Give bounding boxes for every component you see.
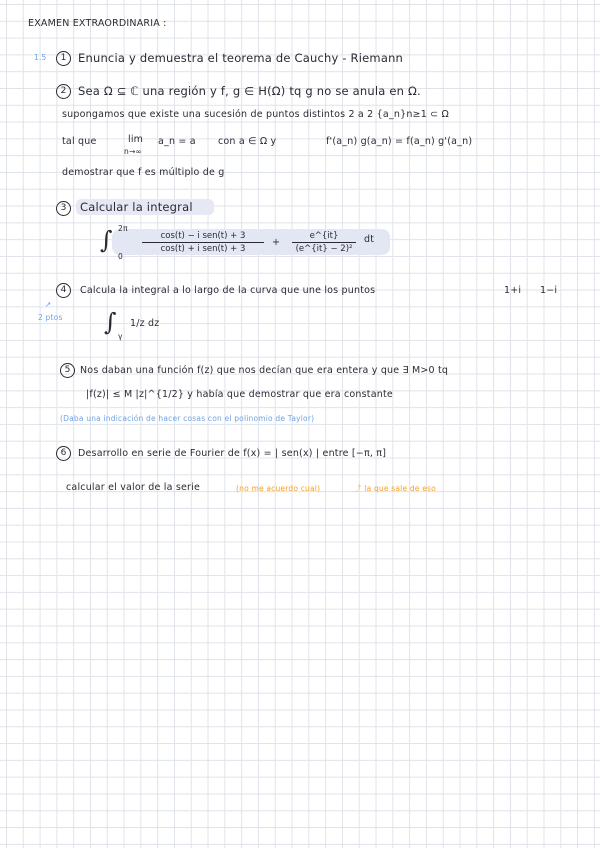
q3-f2-bar: [292, 242, 356, 243]
q6-note-1: (no me acuerdo cual): [236, 484, 321, 493]
q2-line3-c: con a ∈ Ω y: [218, 136, 277, 147]
q2-number: 2: [56, 84, 71, 99]
q4-text: Calcula la integral a lo largo de la curva que une los puntos: [80, 285, 376, 296]
q4-number: 4: [56, 283, 71, 298]
q4-point-1: 1+i: [504, 285, 522, 296]
q1-text: Enuncia y demuestra el teorema de Cauchy - Riemann: [78, 51, 404, 65]
q3-lower-limit: 0: [118, 252, 123, 261]
q6-line1: Desarrollo en serie de Fourier de f(x) = | sen(x) | entre [−π, π]: [78, 448, 387, 459]
q4-int-body: 1/z dz: [130, 318, 160, 329]
q4-int-sub: γ: [118, 332, 123, 341]
q3-f1-bar: [142, 242, 264, 243]
q2-line4: demostrar que f es múltiplo de g: [62, 167, 225, 178]
q5-line1: Nos daban una función f(z) que nos decían que era entera y que ∃ M>0 tq: [80, 365, 449, 376]
q3-f2-denominator: (e^{it} − 2)²: [295, 244, 353, 254]
integral-sign: ∫: [100, 226, 113, 254]
q6-line2: calcular el valor de la serie: [66, 482, 200, 493]
q3-upper-limit: 2π: [118, 224, 128, 233]
q2-lim-sub: n→∞: [124, 147, 142, 156]
integral-sign-q4: ∫: [104, 308, 117, 336]
q3-text: Calcular la integral: [80, 200, 193, 214]
q4-score: 2 ptos: [38, 313, 63, 322]
q3-f1-denominator: cos(t) + i sen(t) + 3: [160, 244, 246, 254]
q3-number: 3: [56, 201, 71, 216]
q5-line2: |f(z)| ≤ M |z|^{1/2} y había que demostrar que era constante: [86, 389, 393, 400]
q2-line3-d: f'(a_n) g(a_n) = f(a_n) g'(a_n): [326, 136, 473, 147]
q3-dt: dt: [364, 234, 375, 245]
q1-score: 1.5: [34, 53, 47, 62]
q4-point-2: 1−i: [540, 285, 558, 296]
q3-f1-numerator: cos(t) − i sen(t) + 3: [160, 231, 246, 241]
q3-plus: +: [272, 237, 281, 248]
q3-fraction-2: [292, 231, 356, 254]
q2-line2: supongamos que existe una sucesión de puntos distintos 2 a 2 {a_n}n≥1 ⊂ Ω: [62, 109, 449, 120]
q2-line3-b: a_n = a: [158, 136, 196, 147]
q1-number: 1: [56, 51, 71, 66]
q5-number: 5: [60, 363, 75, 378]
q3-f2-numerator: e^{it}: [309, 231, 339, 241]
q6-number: 6: [56, 446, 71, 461]
arrow-up-icon: ↗: [45, 300, 52, 309]
q3-fraction-1: [142, 231, 264, 254]
q2-lim: lim: [128, 134, 144, 145]
q5-note: (Daba una indicación de hacer cosas con el polinomio de Taylor): [60, 414, 315, 423]
q2-line3-a: tal que: [62, 136, 97, 147]
q2-line1: Sea Ω ⊆ ℂ una región y f, g ∈ H(Ω) tq g no se anula en Ω.: [78, 84, 421, 98]
q6-note-2: ⤴ la que sale de eso: [354, 484, 436, 493]
exam-title: EXAMEN EXTRAORDINARIA :: [28, 18, 167, 29]
